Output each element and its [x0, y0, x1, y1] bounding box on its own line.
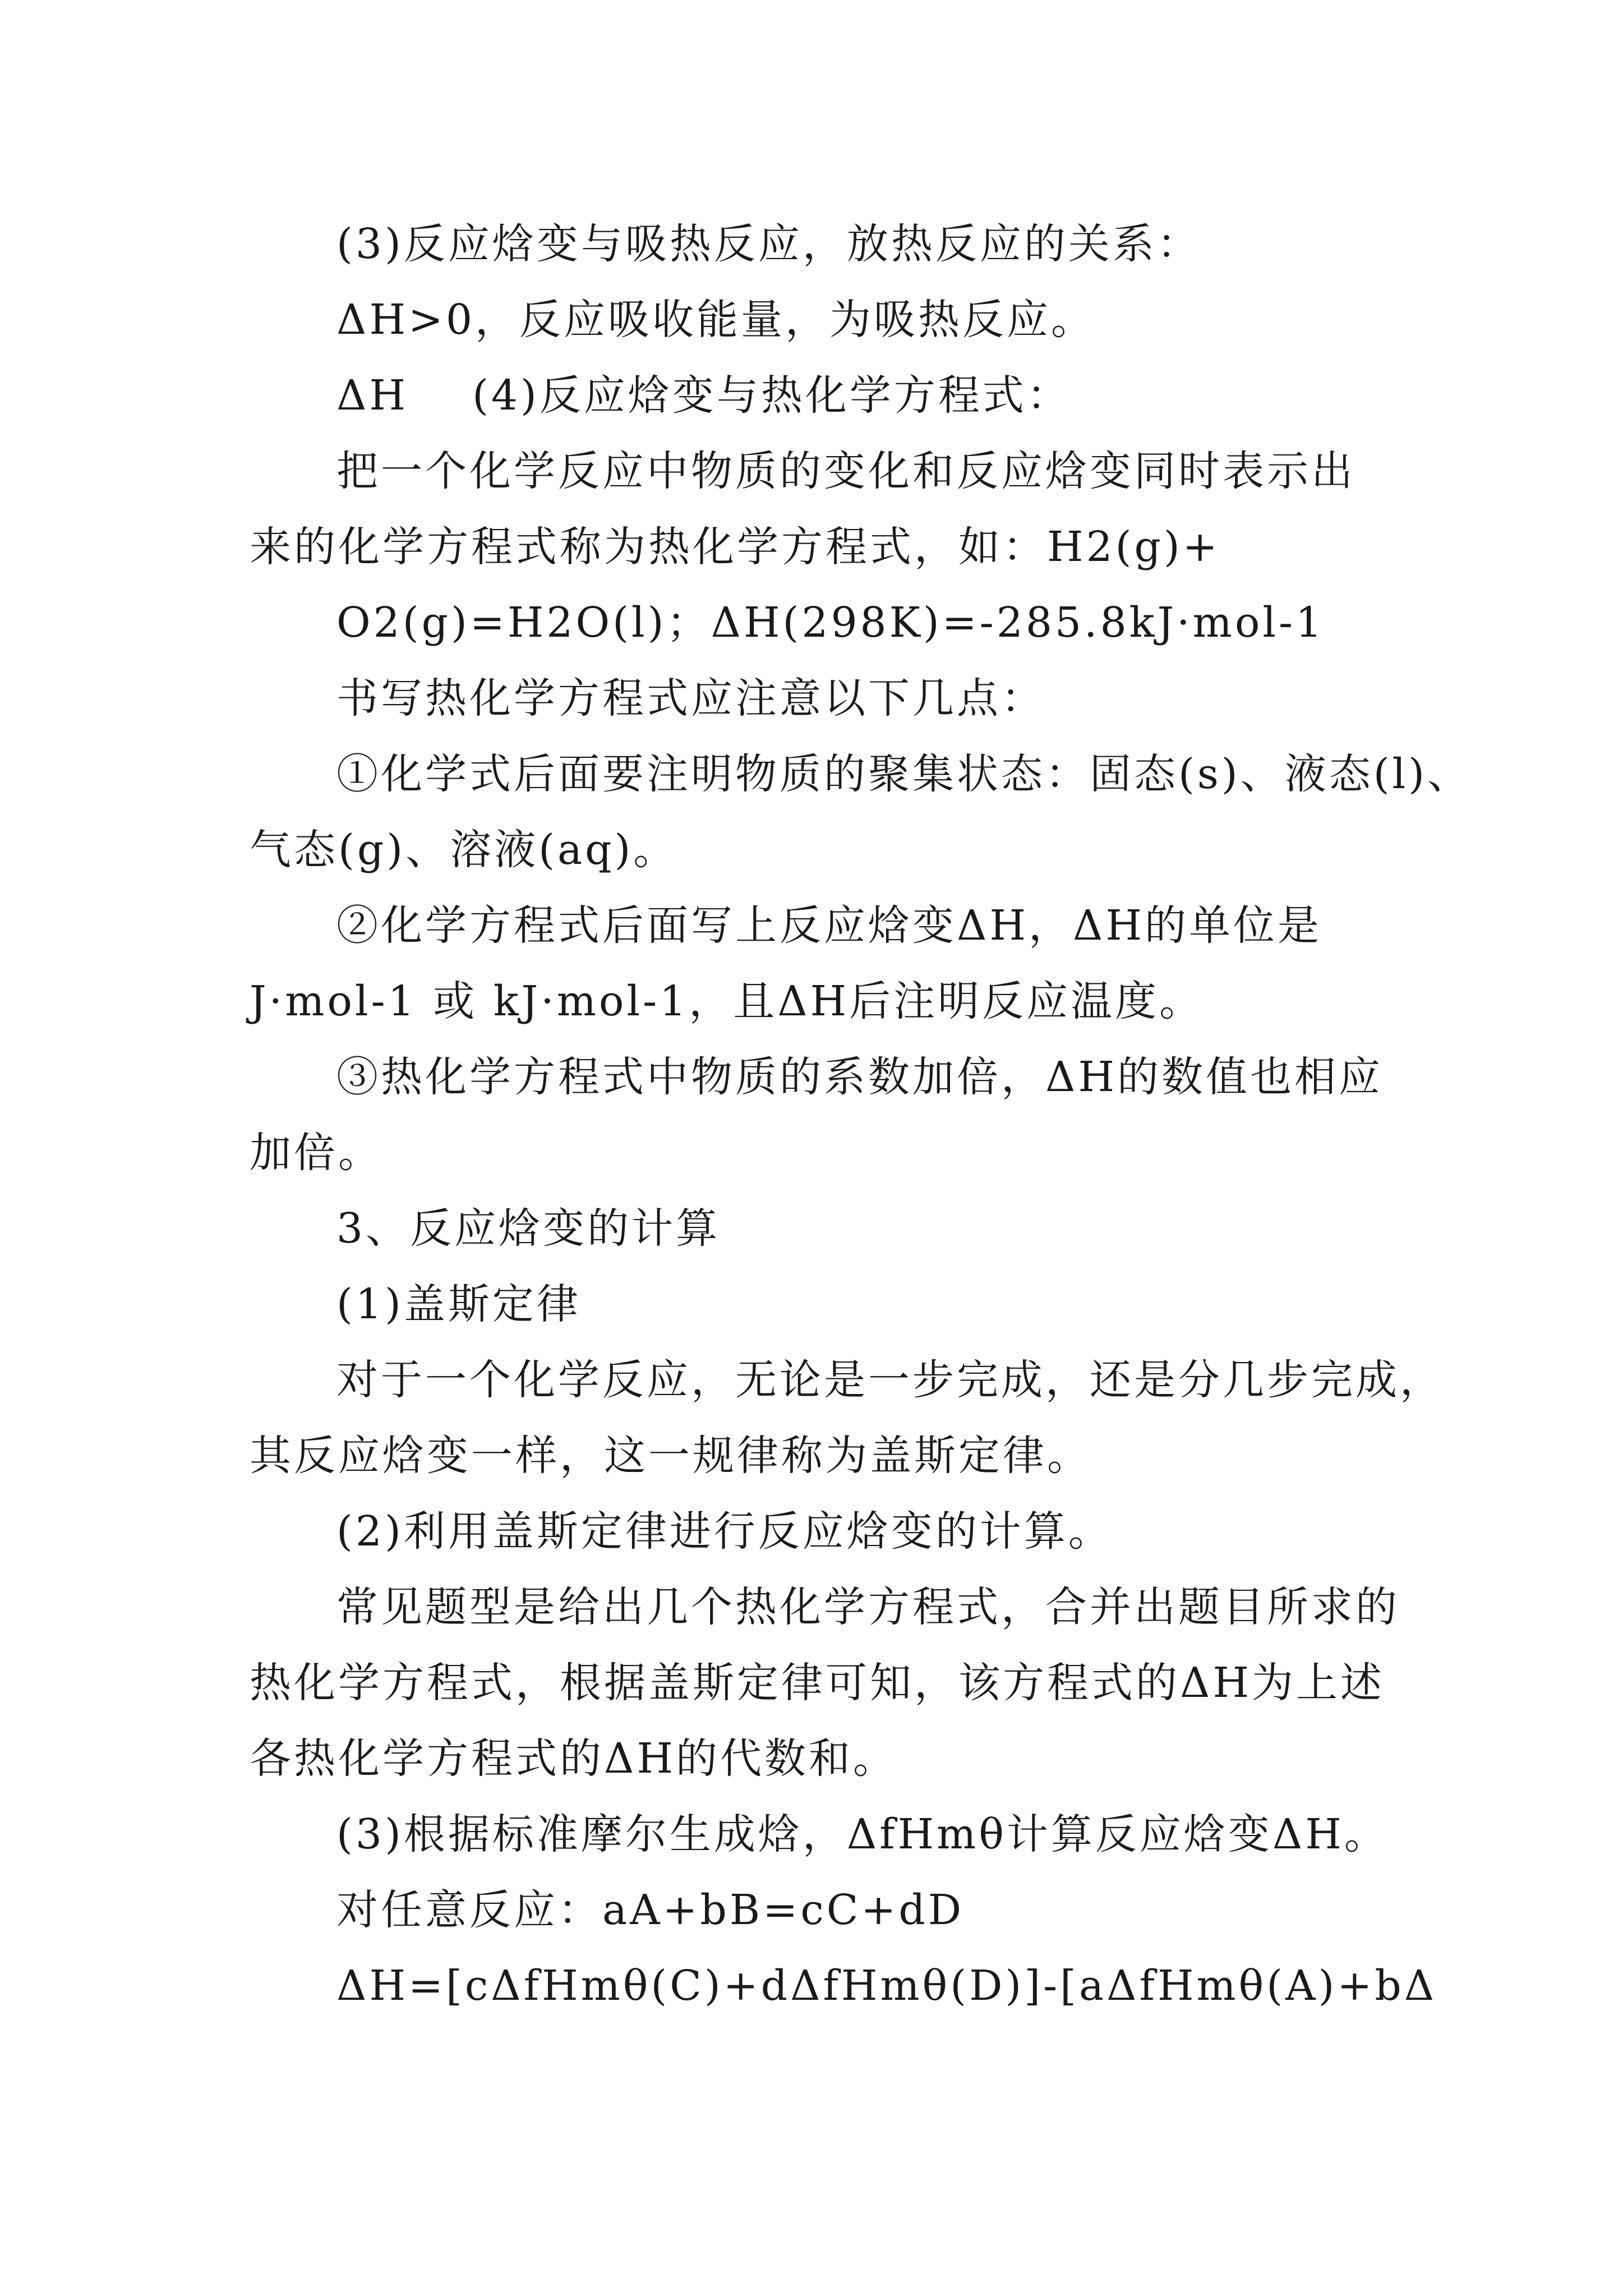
- text-line: (2)利用盖斯定律进行反应焓变的计算。: [336, 1507, 1113, 1556]
- text-line: ΔH>0，反应吸收能量，为吸热反应。: [336, 296, 1096, 344]
- text-line: 对任意反应：aA+bB=cC+dD: [336, 1886, 965, 1934]
- text-line: (3)根据标准摩尔生成焓，ΔfHmθ计算反应焓变ΔH。: [336, 1810, 1389, 1858]
- text-line: (3)反应焓变与吸热反应，放热反应的关系：: [336, 220, 1201, 268]
- text-line: 把一个化学反应中物质的变化和反应焓变同时表示出: [336, 447, 1355, 495]
- text-line: 常见题型是给出几个热化学方程式，合并出题目所求的: [336, 1583, 1400, 1631]
- text-line: ②化学方程式后面写上反应焓变ΔH，ΔH的单位是: [336, 901, 1322, 950]
- text-line: (1)盖斯定律: [336, 1280, 581, 1328]
- text-line: ΔH=[cΔfHmθ(C)+dΔfHmθ(D)]-[aΔfHmθ(A)+bΔ: [336, 1962, 1437, 2010]
- text-line: ①化学式后面要注明物质的聚集状态：固态(s)、液态(l)、: [336, 750, 1472, 798]
- text-line: 加倍。: [250, 1129, 382, 1177]
- text-line: 其反应焓变一样，这一规律称为盖斯定律。: [250, 1432, 1091, 1480]
- text-line: ΔH (4)反应焓变与热化学方程式：: [336, 371, 1071, 420]
- text-line: 3、反应焓变的计算: [336, 1204, 721, 1253]
- text-line: O2(g)=H2O(l)；ΔH(298K)=-285.8kJ·mol-1: [336, 599, 1325, 647]
- text-line: 书写热化学方程式应注意以下几点：: [336, 674, 1045, 723]
- text-line: 气态(g)、溶液(aq)。: [250, 826, 678, 874]
- text-line: 热化学方程式，根据盖斯定律可知，该方程式的ΔH为上述: [250, 1659, 1385, 1707]
- text-line: 来的化学方程式称为热化学方程式，如：H2(g)+: [250, 523, 1220, 571]
- text-line: J·mol-1 或 kJ·mol-1，且ΔH后注明反应温度。: [250, 977, 1204, 1025]
- text-line: ③热化学方程式中物质的系数加倍，ΔH的数值也相应: [336, 1053, 1383, 1101]
- text-line: 各热化学方程式的ΔH的代数和。: [250, 1734, 897, 1783]
- text-line: 对于一个化学反应，无论是一步完成，还是分几步完成，: [336, 1356, 1444, 1404]
